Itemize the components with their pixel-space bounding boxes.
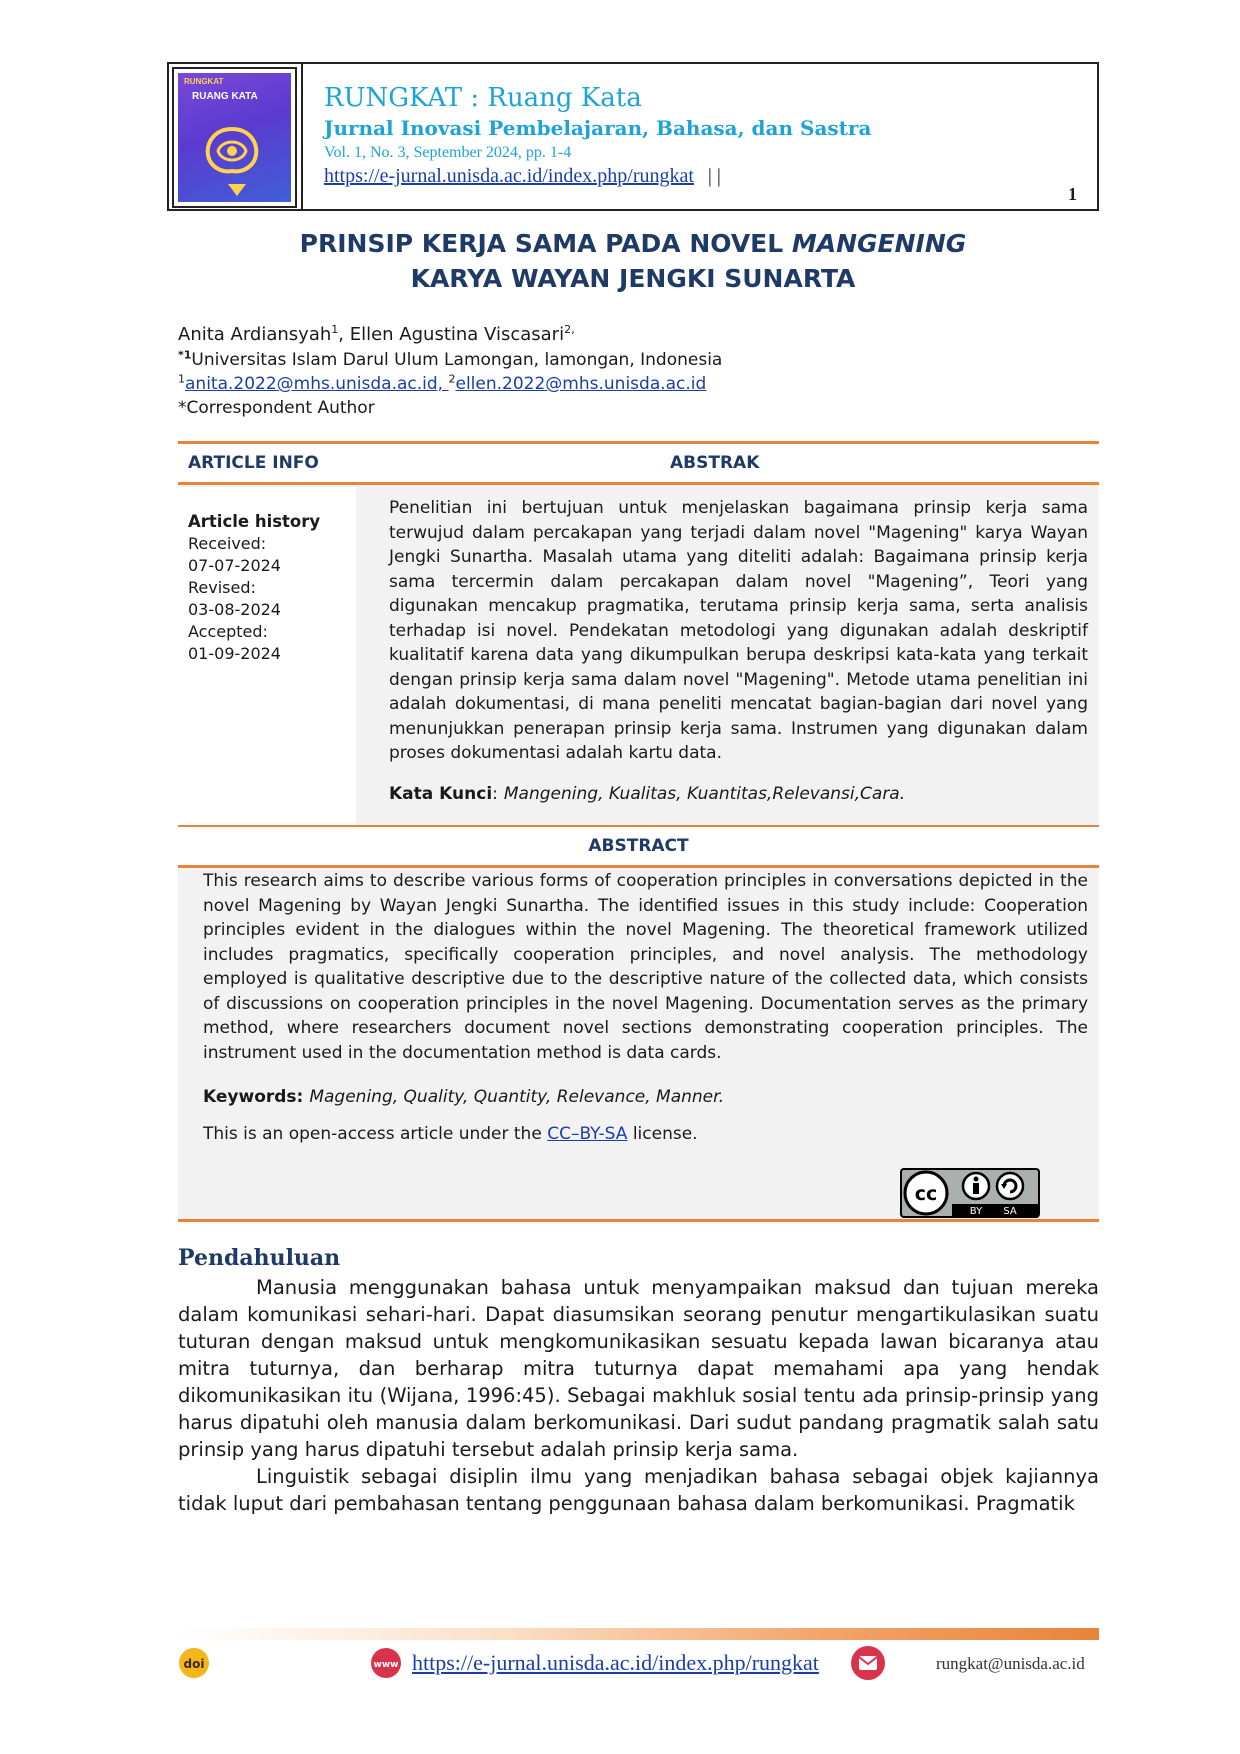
doi-icon[interactable]: [178, 1647, 210, 1679]
paragraph-1: Manusia menggunakan bahasa untuk menyampaikan maksud dan tujuan mereka dalam komunikasi sehari-hari. Dapat diasumsikan seorang penutur mengartikulasikan suatu tuturan dengan maksud untuk mengkomunikasikan sesuatu kepada lawan bicaranya atau mitra tuturnya, dan berharap mitra tuturnya dapat memahami apa yang hendak dikomunikasikan itu (Wijana, 1996:45). Sebagai makhluk sosial tentu ada prinsip-prinsip yang harus dipatuhi oleh manusia dalam berkomunikasi. Dari sudut pandang pragmatik salah satu prinsip yang harus dipatuhi tersebut adalah prinsip kerja sama.: [178, 1276, 1099, 1461]
accepted-label: Accepted:: [188, 622, 268, 641]
abstrak-text: Penelitian ini bertujuan untuk menjelaskan bagaimana prinsip kerja sama terwujud dalam percakapan yang terjadi dalam novel "Magening" karya Wayan Jengki Sunartha. Masalah utama yang diteliti adalah: Bagaimana prinsip kerja sama tercermin dalam percakapan dalam novel "Magening”, Teori yang digunakan mencakup pragmatika, terutama prinsip kerja sama, serta analisis terhadap isi novel. Pendekatan metodologi yang digunakan adalah deskriptif kualitatif karena data yang dikumpulkan berupa deskripsi kata-kata yang terkait dengan prinsip kerja sama dalam novel "Magening". Metode utama penelitian ini adalah dokumentasi, di mana peneliti mencatat bagian-bagian dari novel yang menunjukkan penerapan prinsip kerja sama. Instrumen yang digunakan dalam proses dokumentasi adalah kartu data.: [389, 498, 1088, 763]
paragraph-2: Linguistik sebagai disiplin ilmu yang menjadikan bahasa sebagai objek kajiannya tidak luput dari pembahasan tentang penggunaan bahasa dalam berkomunikasi. Pragmatik: [178, 1465, 1099, 1515]
kata-kunci-values: Mangening, Kualitas, Kuantitas,Relevansi,Cara.: [503, 784, 906, 804]
article-info-heading: ARTICLE INFO: [188, 453, 319, 473]
keywords: [203, 1085, 1088, 1109]
footer-gradient-rule: [178, 1628, 1099, 1640]
author-2-sup: 2,: [564, 323, 575, 336]
received-date: 07-07-2024: [188, 556, 281, 575]
footer-email[interactable]: rungkat@unisda.ac.id: [936, 1654, 1085, 1673]
abstract-header-rule: [178, 865, 1099, 868]
keywords-values: Magening, Quality, Quantity, Relevance, Manner.: [309, 1087, 724, 1107]
svg-text:cc: cc: [914, 1183, 938, 1205]
info-bottom-rule: [178, 1219, 1099, 1222]
abstract-text: This research aims to describe various forms of cooperation principles in conversations depicted in the novel Magening by Wayan Jengki Sunartha. The identified issues in this study include: Cooperation principles evident in the dialogues within the novel Magening. The theoretical framework utilized includes pragmatics, specifically cooperation principles, and novel analysis. The methodology employed is qualitative descriptive due to the descriptive nature of the collected data, which consists of discussions on cooperation principles in the novel Magening. Documentation serves as the primary method, where researchers document novel sections demonstrating cooperation principles. The instrument used in the documentation method is data cards.: [203, 871, 1088, 1063]
license-suffix: license.: [627, 1124, 698, 1144]
info-header-row: [178, 444, 1099, 482]
paper-title-line-2: KARYA WAYAN JENGKI SUNARTA: [410, 264, 856, 293]
cc-by-label: BY: [969, 1206, 983, 1217]
email-2-link[interactable]: ellen.2022@mhs.unisda.ac.id: [455, 374, 707, 394]
footer-url-link[interactable]: https://e-jurnal.unisda.ac.id/index.php/rungkat: [412, 1650, 819, 1675]
author-1: Anita Ardiansyah: [178, 324, 332, 345]
author-block: [178, 322, 1078, 420]
revised-label: Revised:: [188, 578, 256, 597]
article-history: [188, 511, 356, 665]
affiliation: [178, 348, 1078, 372]
author-names: [178, 322, 1078, 348]
received-label: Received:: [188, 534, 267, 553]
cc-sa-label: SA: [1003, 1206, 1017, 1217]
journal-url-separator: | |: [707, 165, 721, 187]
cover-emblem-icon: [196, 121, 268, 181]
author-1-sup: 1: [331, 323, 339, 336]
license-prefix: This is an open-access article under the: [203, 1124, 548, 1144]
cover-title-text: RUANG KATA: [192, 91, 258, 102]
license-statement: [203, 1122, 1088, 1146]
journal-volume: Vol. 1, No. 3, September 2024, pp. 1-4: [324, 144, 572, 161]
accepted-date: 01-09-2024: [188, 644, 281, 663]
paper-title: [167, 226, 1099, 296]
info-header-rule: [178, 482, 1099, 485]
header-divider: [301, 64, 305, 209]
title-prefix: PRINSIP KERJA SAMA PADA NOVEL: [299, 229, 792, 258]
title-italic: MANGENING: [791, 229, 967, 258]
cover-top-text: RUNGKAT: [184, 77, 224, 86]
article-info-panel: [178, 441, 1099, 1222]
globe-icon: [370, 1647, 402, 1679]
journal-subtitle: Jurnal Inovasi Pembelajaran, Bahasa, dan Sastra: [324, 116, 872, 140]
revised-date: 03-08-2024: [188, 600, 281, 619]
journal-masthead: [324, 82, 1064, 188]
www-icon-text: www: [373, 1660, 399, 1670]
abstract-heading: ABSTRACT: [178, 827, 1099, 865]
abstrak-heading: ABSTRAK: [670, 453, 760, 473]
emails: [178, 372, 1078, 396]
journal-name: RUNGKAT : Ruang Kata: [324, 83, 642, 113]
kata-kunci-label: Kata Kunci: [389, 784, 493, 804]
email-1-link[interactable]: anita.2022@mhs.unisda.ac.id,: [185, 374, 449, 394]
author-separator: ,: [338, 324, 350, 345]
paper-title-line-1: [167, 226, 1099, 261]
cc-by-sa-badge-icon[interactable]: [900, 1168, 1040, 1218]
journal-cover-image: [178, 73, 291, 202]
history-label: Article history: [188, 512, 321, 531]
body-text: [178, 1274, 1099, 1517]
journal-url-row: [324, 164, 1064, 188]
license-link[interactable]: CC–BY-SA: [547, 1124, 628, 1144]
journal-header: [167, 62, 1099, 211]
section-heading: Pendahuluan: [178, 1245, 341, 1271]
author-2: Ellen Agustina Viscasari: [349, 324, 565, 345]
keywords-label: Keywords:: [203, 1087, 304, 1107]
journal-url-link[interactable]: https://e-jurnal.unisda.ac.id/index.php/rungkat: [324, 165, 694, 187]
kata-kunci-colon: :: [492, 784, 498, 804]
doi-icon-text: doi: [183, 1657, 205, 1671]
affiliation-sup: *1: [178, 348, 192, 362]
journal-cover-frame: [172, 67, 297, 208]
email-2-sup: 2: [448, 372, 456, 386]
kata-kunci: [389, 782, 1088, 806]
correspondent-note: *Correspondent Author: [178, 398, 375, 418]
affiliation-text: Universitas Islam Darul Ulum Lamongan, lamongan, Indonesia: [191, 350, 723, 370]
mail-icon: [850, 1645, 886, 1681]
email-1-sup: 1: [178, 372, 185, 386]
cover-triangle-icon: [228, 184, 246, 196]
page-number: 1: [1068, 184, 1077, 204]
